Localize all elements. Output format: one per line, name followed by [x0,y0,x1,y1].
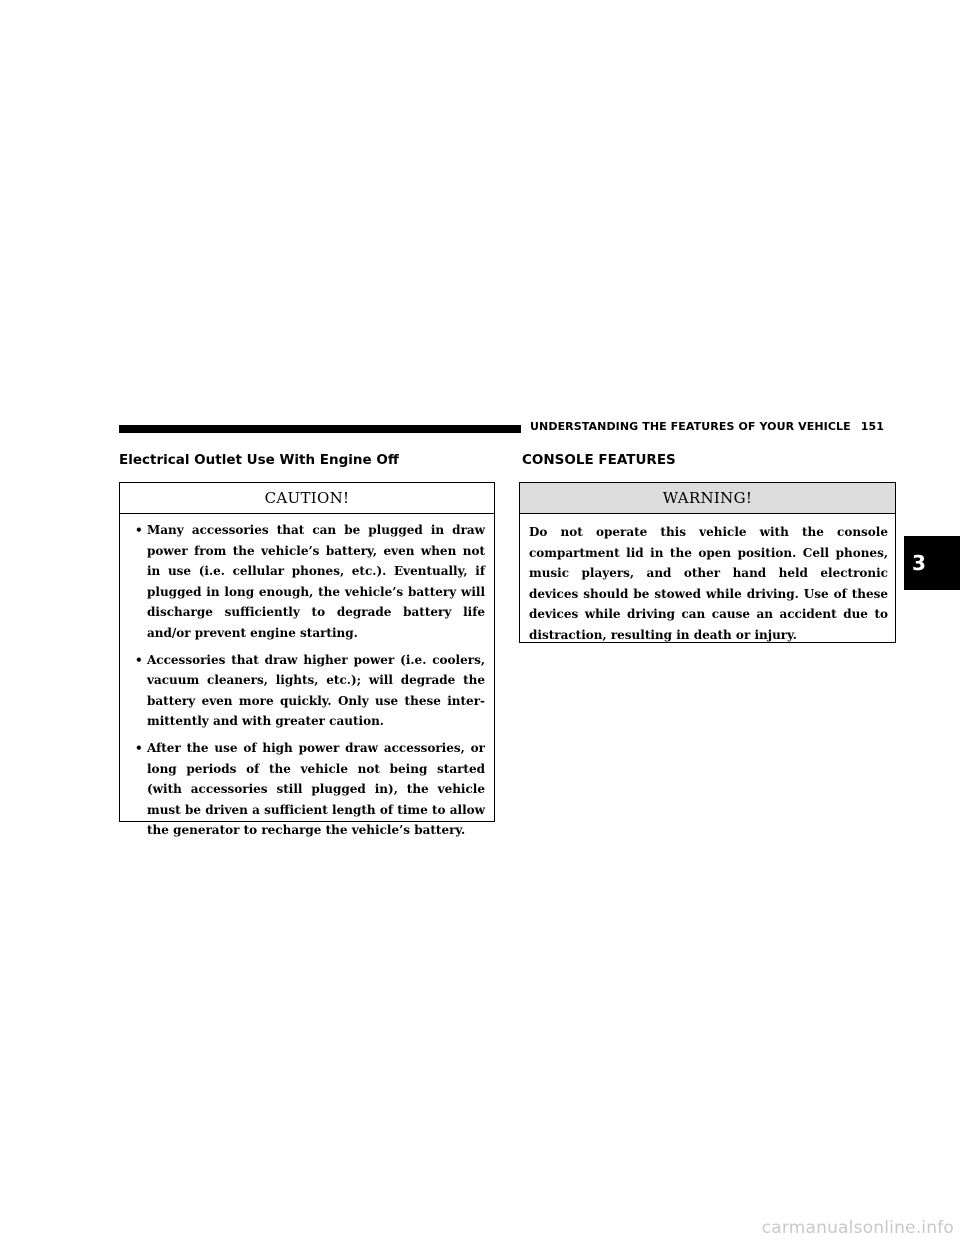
caution-bullet-item [135,738,485,841]
bullet-icon: • [135,652,143,667]
caution-body [120,514,494,841]
bullet-icon: • [135,740,143,755]
caution-bullet-text: Accessories that draw higher power (i.e. coolers, vacuum cleaners, lights, etc.); will degrade the battery even more quickly. Only use these intermittently and with greater caution. [147,652,485,729]
warning-box [519,482,896,643]
watermark: carmanualsonline.info [761,1218,954,1238]
running-title: UNDERSTANDING THE FEATURES OF YOUR VEHICLE [530,420,851,433]
caution-bullet-text: After the use of high power draw accessories, or long periods of the vehicle not being started (with accessories still plugged in), the vehicle must be driven a sufficient length of time to allow the generator to recharge the vehicle’s battery. [147,740,485,838]
page-number: 151 [860,420,884,433]
caution-bullet-text: Many accessories that can be plugged in draw power from the vehicle’s battery, even when not in use (i.e. cellular phones, etc.). Eventually, if plugged in long enough, the vehicle’s battery will discharge sufficiently to degrade battery life and/or prevent engine starting. [147,523,485,640]
caution-title: CAUTION! [120,483,494,514]
warning-body: Do not operate this vehicle with the console compartment lid in the open position. Cell phones, music players, and other hand held electronic devices should be stowed while driving. Use of these devices while driving can cause an accident due to distraction, resulting in death or injury. [529,525,888,642]
caution-bullet-item [135,650,485,732]
section-heading-console-features: CONSOLE FEATURES [522,452,676,468]
header-rule [119,425,521,433]
bullet-icon: • [135,523,143,537]
caution-bullet-item [135,520,485,644]
running-header [530,420,884,433]
chapter-tab: 3 [904,536,960,590]
warning-title: WARNING! [520,483,895,514]
section-heading-electrical-outlet: Electrical Outlet Use With Engine Off [119,452,399,468]
caution-box [119,482,495,838]
